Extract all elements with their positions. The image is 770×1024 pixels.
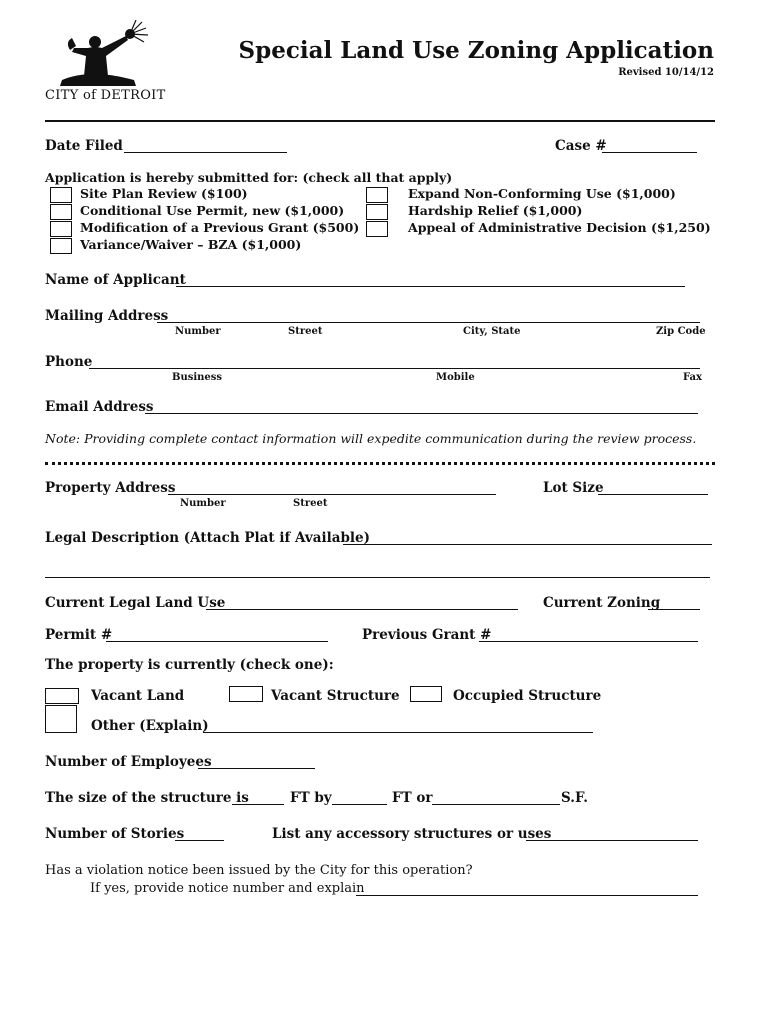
other-checkbox[interactable]: [45, 705, 77, 733]
appeal-checkbox[interactable]: [366, 221, 388, 237]
permit-field[interactable]: [106, 641, 328, 642]
header-rule: [45, 120, 715, 122]
ft-by-label: FT by: [290, 790, 332, 806]
phone-fax-sub: Fax: [683, 372, 702, 383]
employees-field[interactable]: [198, 768, 315, 769]
vacant-land-label: Vacant Land: [91, 688, 185, 704]
occupied-structure-label: Occupied Structure: [453, 688, 602, 704]
other-label: Other (Explain): [91, 718, 209, 734]
page-title: Special Land Use Zoning Application: [238, 37, 714, 64]
date-filed-label: Date Filed: [45, 138, 123, 154]
other-explain-field[interactable]: [203, 732, 593, 733]
permit-label: Permit #: [45, 627, 113, 643]
square-feet-field[interactable]: [432, 804, 560, 805]
site-plan-checkbox[interactable]: [50, 187, 72, 203]
property-address-label: Property Address: [45, 480, 176, 496]
sf-label: S.F.: [561, 790, 588, 806]
variance-label: Variance/Waiver – BZA ($1,000): [80, 237, 302, 252]
property-status-question: The property is currently (check one):: [45, 657, 334, 673]
site-plan-label: Site Plan Review ($100): [80, 186, 248, 201]
legal-description-label: Legal Description (Attach Plat if Available): [45, 530, 371, 546]
appeal-label: Appeal of Administrative Decision ($1,250): [408, 220, 711, 235]
city-name: CITY of DETROIT: [45, 88, 166, 103]
violation-explain-label: If yes, provide notice number and explain: [90, 881, 365, 896]
previous-grant-field[interactable]: [479, 641, 698, 642]
case-field[interactable]: [602, 152, 697, 153]
mailing-address-field[interactable]: [157, 322, 700, 323]
structure-size-label: The size of the structure is: [45, 790, 249, 806]
city-seal-logo: [50, 20, 160, 90]
expand-nonconforming-checkbox[interactable]: [366, 187, 388, 203]
structure-length-field[interactable]: [332, 804, 387, 805]
mailing-street-sub: Street: [288, 326, 323, 337]
vacant-structure-checkbox[interactable]: [229, 686, 263, 702]
current-zoning-field[interactable]: [648, 609, 700, 610]
lot-size-label: Lot Size: [543, 480, 604, 496]
accessory-label: List any accessory structures or uses: [272, 826, 552, 842]
expand-nonconforming-label: Expand Non-Conforming Use ($1,000): [408, 186, 676, 201]
current-zoning-label: Current Zoning: [543, 595, 661, 611]
phone-label: Phone: [45, 354, 93, 370]
date-filed-field[interactable]: [124, 152, 287, 153]
vacant-structure-label: Vacant Structure: [271, 688, 400, 704]
hardship-checkbox[interactable]: [366, 204, 388, 220]
conditional-use-checkbox[interactable]: [50, 204, 72, 220]
email-field[interactable]: [145, 413, 698, 414]
conditional-use-label: Conditional Use Permit, new ($1,000): [80, 203, 345, 218]
email-label: Email Address: [45, 399, 154, 415]
revised-date: Revised 10/14/12: [618, 67, 714, 78]
employees-label: Number of Employees: [45, 754, 212, 770]
accessory-field[interactable]: [526, 840, 698, 841]
stories-label: Number of Stories: [45, 826, 185, 842]
phone-field[interactable]: [89, 368, 700, 369]
mailing-address-label: Mailing Address: [45, 308, 169, 324]
case-label: Case #: [555, 138, 607, 154]
current-use-field[interactable]: [206, 609, 518, 610]
mailing-zip-sub: Zip Code: [656, 326, 706, 337]
violation-explain-field[interactable]: [356, 895, 698, 896]
applicant-name-field[interactable]: [176, 286, 685, 287]
structure-width-field[interactable]: [232, 804, 284, 805]
modification-checkbox[interactable]: [50, 221, 72, 237]
mailing-number-sub: Number: [175, 326, 221, 337]
occupied-structure-checkbox[interactable]: [410, 686, 442, 702]
stories-field[interactable]: [175, 840, 224, 841]
legal-description-field-2[interactable]: [45, 577, 710, 578]
previous-grant-label: Previous Grant #: [362, 627, 492, 643]
property-address-field[interactable]: [168, 494, 496, 495]
phone-mobile-sub: Mobile: [436, 372, 475, 383]
violation-question: Has a violation notice been issued by the City for this operation?: [45, 863, 473, 878]
applicant-name-label: Name of Applicant: [45, 272, 186, 288]
modification-label: Modification of a Previous Grant ($500): [80, 220, 360, 235]
contact-note: Note: Providing complete contact information will expedite communication during the review process.: [45, 431, 697, 446]
property-number-sub: Number: [180, 498, 226, 509]
hardship-label: Hardship Relief ($1,000): [408, 203, 583, 218]
property-street-sub: Street: [293, 498, 328, 509]
variance-checkbox[interactable]: [50, 238, 72, 254]
legal-description-field[interactable]: [343, 544, 712, 545]
current-use-label: Current Legal Land Use: [45, 595, 226, 611]
application-intro: Application is hereby submitted for: (check all that apply): [45, 170, 453, 185]
section-divider: [45, 462, 715, 465]
vacant-land-checkbox[interactable]: [45, 688, 79, 704]
mailing-city-sub: City, State: [463, 326, 521, 337]
lot-size-field[interactable]: [598, 494, 708, 495]
phone-business-sub: Business: [172, 372, 223, 383]
ft-or-label: FT or: [392, 790, 433, 806]
